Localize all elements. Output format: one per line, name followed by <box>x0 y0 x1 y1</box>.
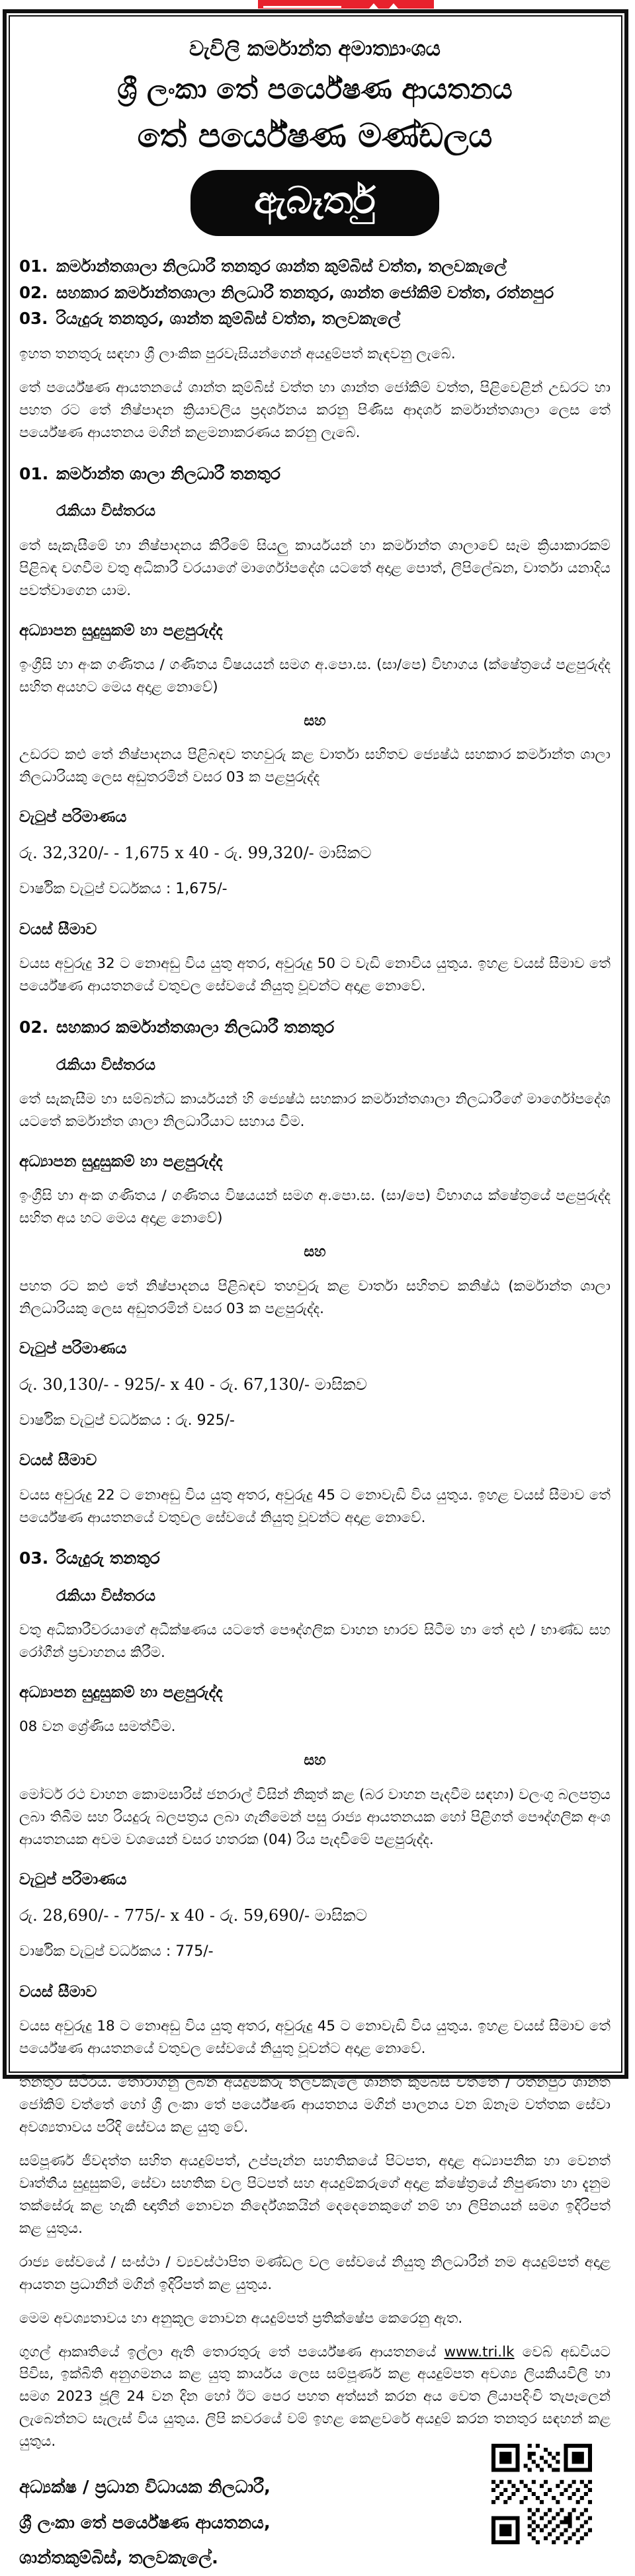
section-title-text: රියැදුරු තනතුර <box>56 1549 160 1568</box>
age-limit-text: වයස අවුරුදු 32 ට නොඅඩු විය යුතු අතර, අවුරුදු 50 ට වැඩි නොවිය යුතුය. ඉහළ වයස් සීමාව තේ පර්යේෂණ ආයතනයේ වතුවල සේවයේ නියුතු වූවන්ට අදාළ නොවේ. <box>19 955 611 995</box>
annual-increment: වාර්ෂික වැටුප් වර්ධකය : 775/- <box>19 1943 214 1960</box>
education-heading: අධ්‍යාපන සුදුසුකම් හා පළපුරුද්ද <box>19 1151 223 1170</box>
experience-text: මෝටර් රථ වාහන කොමසාරිස් ජනරාල් විසින් නිකුත් කළ (බර වාහන පැදවීම සඳහා) වලංගු බලපත්‍රය ලබා තිබීම සහ රියදුරු බලපත්‍රය ලබා ගැනීමෙන් පසු රාජ්‍ය ආයතනයක හෝ පිළිගත් පෞද්ගලික අංශ ආයතනයක අවම වශයෙන් වසර හතරක (04) රිය පැදවීමේ පළපුරුද්ද. <box>19 1787 611 1849</box>
section-title-text: සහකාර කර්මාන්තශාලා නිලධාරී තනතුර <box>56 1018 335 1037</box>
item-number: 02. <box>19 282 48 302</box>
closing-text-before: ගුගල් ආකෘතියේ ඉල්ලා ඇති තොරතුරු තේ පර්යේෂණ ආයතනයේ <box>19 2343 444 2360</box>
job-description-heading: රැකියා විස්තරය <box>56 1056 155 1074</box>
cropped-red-site-banner <box>258 0 434 9</box>
section-number: 03. <box>19 1549 49 1568</box>
education-heading: අධ්‍යාපන සුදුසුකම් හා පළපුරුද්ද <box>19 620 223 639</box>
age-limit-text: වයස අවුරුදු 18 ට නොඅඩු විය යුතු අතර, අවුරුදු 45 ට නොවැඩි විය යුතුය. ඉහළ වයස් සීමාව තේ පර්යේෂණ ආයතනයේ වතුවල සේවයේ නියුතු වූවන්ට අදාළ නොවේ. <box>19 2017 611 2057</box>
age-limit-heading: වයස් සීමාව <box>19 1982 97 2001</box>
salary-heading: වැටුප් පරිමාණය <box>19 807 127 826</box>
item-number: 03. <box>19 309 48 329</box>
application-instructions <box>19 2341 611 2454</box>
intro-paragraph: තේ පර්යේෂණ ආයතනයේ ශාන්ත කුම්බිස් වත්ත හා ශාන්ත ජෝකිම් වත්ත, පිළිවෙළින් උඩරට හා පහත රට තේ නිෂ්පාදන ක්‍රියාවලිය ප්‍රදර්ශනය කරනු පිණිස ආදර්ශ කර්මාන්තශාලා ලෙස තේ පර්යේෂණ ආයතනය මගින් කළමනාකරණය කරනු ලැබේ. <box>19 379 611 441</box>
signatory-title: අධ්‍යක්ෂ / ප්‍රධාන විධායක නිලධාරී, <box>19 2477 271 2498</box>
job-description-text: තේ සැකැසීමේ හා නිෂ්පාදනය කිරීමේ සියලු කාර්යයන් හා කර්මාන්ත ශාලාවේ සෑම ක්‍රියාකාරකම් පිළිබඳ වගවීම වතු අධිකාරී වරයාගේ මාර්ගෝපදේශ යටතේ අදාළ පොත්, ලිපිලේඛන, වාර්තා යනාදිය පවත්වාගෙන යාම. <box>19 537 611 599</box>
experience-text: උඩරට කළු තේ නිෂ්පාදනය පිළිබඳව තහවුරු කළ වාර්තා සහිතව ජ්‍යෙෂ්ඨ සහකාර කර්මාන්ත ශාලා නිලධාරියකු ලෙස අඩුතරමින් වසර 03 ක පළපුරුද්ද <box>19 746 611 786</box>
banner-triangle-icon <box>389 3 398 9</box>
job-description-heading: රැකියා විස්තරය <box>56 1587 155 1605</box>
signatory-institute: ශ්‍රී ලංකා තේ පර්යේෂණ ආයතනය, <box>19 2513 271 2533</box>
section-title-text: කර්මාන්ත ශාලා නිලධාරී තනතුර <box>56 463 280 483</box>
closing-text-after: වෙබ් අඩවියට පිවිස, ඉක්බිති අනුගමනය කළ යුතු කාර්යය ලෙස සම්පූර්ණ කළ අයදුම්පත අවශ්‍ය ලියකියවිලි හා සමග 2023 ජූලි 24 වන දින හෝ ඊට පෙර පහත අත්සන් කරන අය වෙත ලියාපදිංචි තැපෑලෙන් ලැබෙන්නට සැලැස් විය යුතුය. ලිපි කවරයේ වම් ඉහළ කෙළවරේ අයදුම් කරන තනතුර සඳහන් කළ යුතුය. <box>19 2343 611 2450</box>
signature-row <box>19 2470 611 2576</box>
section-number: 02. <box>19 1018 49 1037</box>
section-title <box>19 1015 611 1040</box>
and-separator: සහ <box>304 712 326 729</box>
advert-border-frame <box>3 9 628 2568</box>
general-condition: මෙම අවශ්‍යතාවය හා අනුකූල නොවන අයදුම්පත් ප්‍රතික්ෂේප කෙරෙනු ඇත. <box>19 2310 463 2327</box>
education-text: 08 වන ශ්‍රේණිය සමත්වීම. <box>19 1718 176 1736</box>
item-title: රියැදුරු තනතුර, ශාන්ත කුම්බිස් වත්ත, තලවකැලේ <box>56 309 401 329</box>
job-description-heading: රැකියා විස්තරය <box>56 503 155 520</box>
signatory-address: ශාන්තකුම්බිස්, තලවකැලේ. <box>19 2548 218 2568</box>
annual-increment: වාර්ෂික වැටුප් වර්ධකය : 1,675/- <box>19 881 228 898</box>
tri-website-link[interactable]: www.tri.lk <box>444 2343 515 2360</box>
general-condition: සම්පූර්ණ ජීවදත්ත සහිත අයදුම්පත්, උප්පැන්න සහතිකයේ පිටපත, අදාළ අධ්‍යාපනික හා වෙනත් වෘත්තීය සුදුසුකම්, සේවා සහතික වල පිටපත් සහ අයදුම්කරුගේ අදාළ ක්ෂේත්‍රයේ නිපුණතා හා දැනුම තක්සේරු කළ හැකි ඥාතීන් නොවන නිර්දේශකයින් දෙදෙනෙකුගේ නම් හා ලිපිනයන් සමග ඉදිරිපත් කළ යුතුය. <box>19 2152 611 2237</box>
age-limit-text: වයස අවුරුදු 22 ට නොඅඩු විය යුතු අතර, අවුරුදු 45 ට නොවැඩි විය යුතුය. ඉහළ වයස් සීමාව තේ පර්යේෂණ ආයතනයේ වතුවල සේවයේ නියුතු වූවන්ට අදාළ නොවේ. <box>19 1486 611 1526</box>
salary-scale: රු. 30,130/- - 925/- x 40 - රු. 67,130/- මාසිකව <box>19 1375 367 1394</box>
experience-text: පහත රට කළු තේ නිෂ්පාදනය පිළිබඳව තහවුරු කළ වාර්තා සහිතව කනිෂ්ඨ (කර්මාන්ත ශාලා නිලධාරියකු ලෙස අඩුතරමින් වසර 03 ක පළපුරුද්ද. <box>19 1277 611 1317</box>
salary-heading: වැටුප් පරිමාණය <box>19 1338 127 1357</box>
annual-increment: වාර්ෂික වැටුප් වර්ධකය : රු. 925/- <box>19 1412 235 1429</box>
job-description-text: වතු අධිකාරීවරයාගේ අධීක්ෂණය යටතේ පෞද්ගලික වාහන භාරව සිටීම හා තේ දළු / භාණ්ඩ සහ රෝගීන් ප්‍රවාහනය කිරීම. <box>19 1622 611 1662</box>
qr-code-icon <box>491 2444 592 2544</box>
and-separator: සහ <box>304 1243 326 1260</box>
institute-name: ශ්‍රී ලංකා තේ පර්යේෂණ ආයතනය <box>117 72 513 105</box>
salary-scale: රු. 28,690/- - 775/- x 40 - රු. 59,690/- මාසිකට <box>19 1906 367 1925</box>
vacancies-badge: ඇබෑර්තු <box>190 170 439 236</box>
age-limit-heading: වයස් සීමාව <box>19 1451 97 1470</box>
positions-summary-list <box>19 253 611 332</box>
salary-scale: රු. 32,320/- - 1,675 x 40 - රු. 99,320/- මාසිකට <box>19 844 372 863</box>
section-title <box>19 1546 611 1571</box>
education-text: ඉංග්‍රීසි හා අංක ගණිතය / ගණිතය විෂයයන් සමග අ.පො.ස. (සා/පෙ) විභාගය (ක්ෂේත්‍රයේ පළපුරුද්ද සහිත අයහට මෙය අදාළ නොවේ) <box>19 656 611 696</box>
education-text: ඉංග්‍රීසි හා අංක ගණිතය / ගණිතය විෂයයන් සමග අ.පො.ස. (සා/පෙ) විභාගය ක්ෂේත්‍රයේ පළපුරුද්ද සහිත අය හට මෙය අදාළ නොවේ) <box>19 1187 611 1227</box>
item-number: 01. <box>19 256 48 276</box>
general-condition: තනතුර ස්ථීරය. තෝරාගනු ලබන අයදුම්කරු තලවකැලේ ශාන්ත කුම්බිස් වත්තේ / රත්නපුර ශාන්ත ජෝකිම් වත්තේ හෝ ශ්‍රී ලංකා තේ පර්යේෂණ ආයතනය මගින් පාලනය වන ඕනෑම වත්තක සේවා අවශ්‍යතාවය පරිදි සේවය කළ යුතු වේ. <box>19 2073 611 2136</box>
banner-white-stripe <box>263 6 341 8</box>
ministry-name: වැවිලි කර්මාන්ත අමාත්‍යාංශය <box>189 37 441 61</box>
salary-heading: වැටුප් පරිමාණය <box>19 1869 127 1888</box>
item-title: කර්මාන්තශාලා නිලධාරී තනතුර ශාන්ත කුම්බිස් වත්ත, තලවකැලේ <box>56 256 507 276</box>
section-number: 01. <box>19 463 49 483</box>
and-separator: සහ <box>304 1752 326 1769</box>
banner-triangle-icon <box>369 3 378 9</box>
advert-header <box>19 36 611 236</box>
board-name: තේ පර්යේෂණ මණ්ඩලය <box>137 116 493 155</box>
signature-block <box>19 2470 271 2576</box>
list-item <box>19 280 611 306</box>
list-item <box>19 253 611 280</box>
item-title: සහකාර කර්මාන්තශාලා නිලධාරී තනතුර, ශාන්ත ජෝකිම් වත්ත, රත්නපුර <box>56 282 554 302</box>
education-heading: අධ්‍යාපන සුදුසුකම් හා පළපුරුද්ද <box>19 1683 223 1702</box>
general-condition: රාජ්‍ය සේවයේ / සංස්ථා / ව්‍යවස්ථාපිත මණ්ඩල වල සේවයේ නියුතු නිලධාරීන් නම අයදුම්පත් අදාළ ආයතන ප්‍රධානීන් මගින් ඉදිරිපත් කළ යුතුය. <box>19 2253 611 2293</box>
job-description-text: තේ සැකැසීම හා සම්බන්ධ කාර්යයන් හි ජ්‍යෙෂ්ඨ සහකාර කර්මාන්තශාලා නිලධාරීගේ මාර්ගෝපදේශ යටතේ කර්මාන්ත ශාලා නිලධාරීයාට සහාය වීම. <box>19 1090 611 1130</box>
section-title <box>19 462 611 487</box>
list-item <box>19 305 611 332</box>
age-limit-heading: වයස් සීමාව <box>19 920 97 939</box>
intro-paragraph: ඉහත තනතුරු සඳහා ශ්‍රී ලාංකික පුරවැසියන්ගෙන් අයදුම්පත් කැඳවනු ලැබේ. <box>19 345 456 362</box>
